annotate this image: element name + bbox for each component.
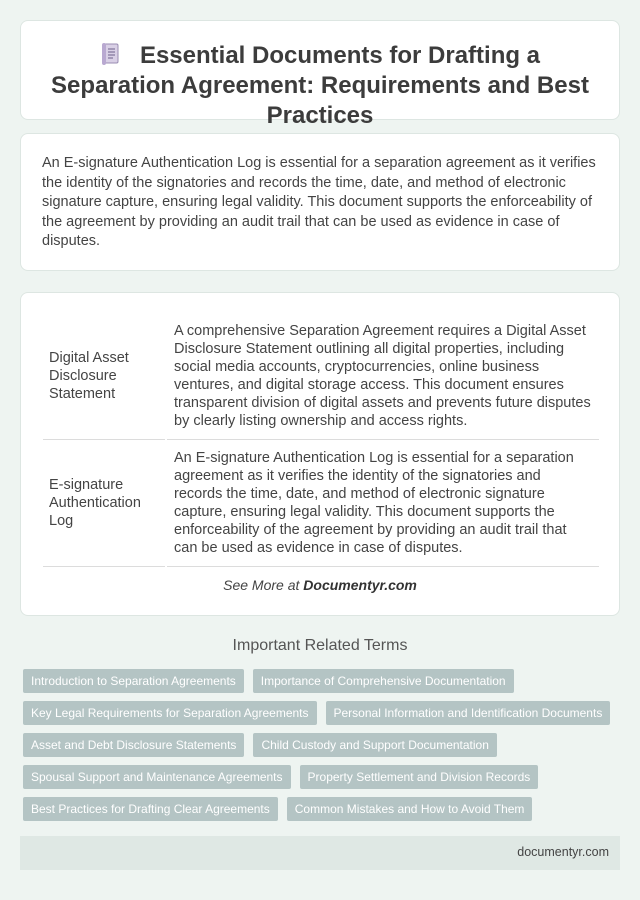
- document-description: An E-signature Authentication Log is essential for a separation agreement as it verifies the identity of the signatories and records the time, date, and method of electronic signature capture, ensuring legal validity. This document supports the enforceability of the agreement by providing an audit trail that can be used as evidence in case of disputes.: [166, 440, 599, 567]
- document-description: A comprehensive Separation Agreement requires a Digital Asset Disclosure Statement outlining all digital properties, including social media accounts, cryptocurrencies, online business ventures, and digital storage access. This document ensures transparent division of digital assets and prevents future disputes by clearly listing ownership and access rights.: [166, 313, 599, 440]
- related-terms-list: [23, 669, 623, 829]
- see-more-site[interactable]: Documentyr.com: [303, 577, 417, 593]
- intro-text: An E-signature Authentication Log is essential for a separation agreement as it verifies the identity of the signatories and records the time, date, and method of electronic signature capture, ensuring legal validity. This document supports the enforceability of the agreement by providing an audit trail that can be used as evidence in case of disputes.: [42, 155, 596, 249]
- table-row: [43, 440, 599, 567]
- related-term-tag[interactable]: Importance of Comprehensive Documentation: [253, 669, 514, 693]
- related-term-tag[interactable]: Key Legal Requirements for Separation Agreements: [23, 701, 317, 725]
- footer-site-link[interactable]: documentyr.com: [517, 845, 609, 859]
- related-term-tag[interactable]: Child Custody and Support Documentation: [253, 733, 496, 757]
- related-term-tag[interactable]: Introduction to Separation Agreements: [23, 669, 244, 693]
- intro-card: [20, 133, 620, 271]
- documents-table: [43, 313, 599, 567]
- related-term-tag[interactable]: Spousal Support and Maintenance Agreements: [23, 765, 291, 789]
- documents-card: [20, 292, 620, 616]
- see-more-link[interactable]: [21, 577, 619, 593]
- related-term-tag[interactable]: Personal Information and Identification Documents: [326, 701, 611, 725]
- document-name: Digital Asset Disclosure Statement: [43, 313, 166, 440]
- table-row: [43, 313, 599, 440]
- page-title: [21, 41, 619, 131]
- footer-bar: [20, 836, 620, 870]
- related-term-tag[interactable]: Best Practices for Drafting Clear Agreements: [23, 797, 278, 821]
- document-icon: [100, 42, 122, 66]
- document-name: E-signature Authentication Log: [43, 440, 166, 567]
- see-more-prefix: See More at: [223, 577, 304, 593]
- title-card: [20, 20, 620, 129]
- related-terms-heading: Important Related Terms: [232, 637, 408, 654]
- related-term-tag[interactable]: Asset and Debt Disclosure Statements: [23, 733, 244, 757]
- related-term-tag[interactable]: Common Mistakes and How to Avoid Them: [287, 797, 533, 821]
- page-title-text: Essential Documents for Drafting a Separation Agreement: Requirements and Best Practices: [51, 42, 589, 129]
- related-term-tag[interactable]: Property Settlement and Division Records: [300, 765, 539, 789]
